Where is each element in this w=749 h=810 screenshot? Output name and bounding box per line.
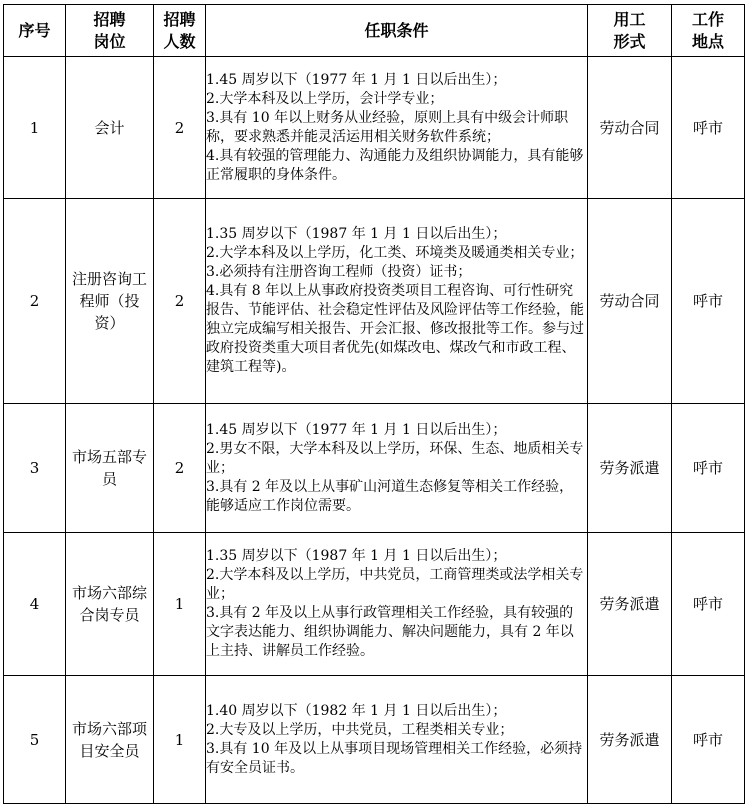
header-requirements: 任职条件: [206, 5, 588, 57]
row-no: 2: [4, 199, 66, 404]
row-count: 2: [154, 57, 206, 199]
row-requirements: 1.35 周岁以下（1987 年 1 月 1 日以后出生）； 2.大学本科及以上学历，中共党员，工商管理类或法学相关专业； 3.具有 2 年及以上从事行政管理相关工作经验，具有较强的文字表达能力、组织协调能力、解决问题能力，具有 2 年以上主持、讲解员工作经验。: [206, 533, 588, 676]
header-location: 工作 地点: [672, 5, 745, 57]
row-no: 5: [4, 676, 66, 804]
row-requirements: 1.40 周岁以下（1982 年 1 月 1 日以后出生）； 2.大专及以上学历，中共党员，工程类相关专业； 3.具有 10 年及以上从事项目现场管理相关工作经验，必须持有安全员证书。: [206, 676, 588, 804]
row-location: 呼市: [672, 199, 745, 404]
table-row: [4, 404, 745, 533]
table-row: [4, 676, 745, 804]
row-location: 呼市: [672, 676, 745, 804]
row-count: 1: [154, 533, 206, 676]
row-count: 2: [154, 404, 206, 533]
row-location: 呼市: [672, 404, 745, 533]
row-no: 4: [4, 533, 66, 676]
table-row: [4, 57, 745, 199]
row-employment: 劳务派遣: [588, 404, 672, 533]
row-position: 市场六部综合岗专员: [66, 533, 154, 676]
row-employment: 劳动合同: [588, 199, 672, 404]
row-count: 2: [154, 199, 206, 404]
row-employment: 劳务派遣: [588, 533, 672, 676]
row-count: 1: [154, 676, 206, 804]
header-row: [4, 5, 745, 57]
table-row: [4, 533, 745, 676]
row-position: 市场六部项目安全员: [66, 676, 154, 804]
row-requirements: 1.35 周岁以下（1987 年 1 月 1 日以后出生）； 2.大学本科及以上学历，化工类、环境类及暖通类相关专业； 3.必须持有注册咨询工程师（投资）证书； 4.具有 8 年以上从事政府投资类项目工程咨询、可行性研究报告、节能评估、社会稳定性评估及风险评估等工作经验，能独立完成编写相关报告、开会汇报、修改报批等工作。参与过政府投资类重大项目者优先(如煤改电、煤改气和市政工程、建筑工程等)。: [206, 199, 588, 404]
header-position: 招聘 岗位: [66, 5, 154, 57]
row-requirements: 1.45 周岁以下（1977 年 1 月 1 日以后出生）； 2.男女不限，大学本科及以上学历，环保、生态、地质相关专业； 3.具有 2 年及以上从事矿山河道生态修复等相关工作经验，能够适应工作岗位需要。: [206, 404, 588, 533]
row-location: 呼市: [672, 533, 745, 676]
row-no: 3: [4, 404, 66, 533]
row-requirements: 1.45 周岁以下（1977 年 1 月 1 日以后出生）； 2.大学本科及以上学历，会计学专业； 3.具有 10 年以上财务从业经验，原则上具有中级会计师职称，要求熟悉并能灵活运用相关财务软件系统； 4.具有较强的管理能力、沟通能力及组织协调能力，具有能够正常履职的身体条件。: [206, 57, 588, 199]
row-no: 1: [4, 57, 66, 199]
row-position: 市场五部专员: [66, 404, 154, 533]
row-employment: 劳动合同: [588, 57, 672, 199]
row-position: 注册咨询工程师（投资）: [66, 199, 154, 404]
table-row: [4, 199, 745, 404]
header-count: 招聘 人数: [154, 5, 206, 57]
row-position: 会计: [66, 57, 154, 199]
row-employment: 劳务派遣: [588, 676, 672, 804]
header-employment: 用工 形式: [588, 5, 672, 57]
recruitment-table: [3, 4, 745, 804]
row-location: 呼市: [672, 57, 745, 199]
header-no: 序号: [4, 5, 66, 57]
